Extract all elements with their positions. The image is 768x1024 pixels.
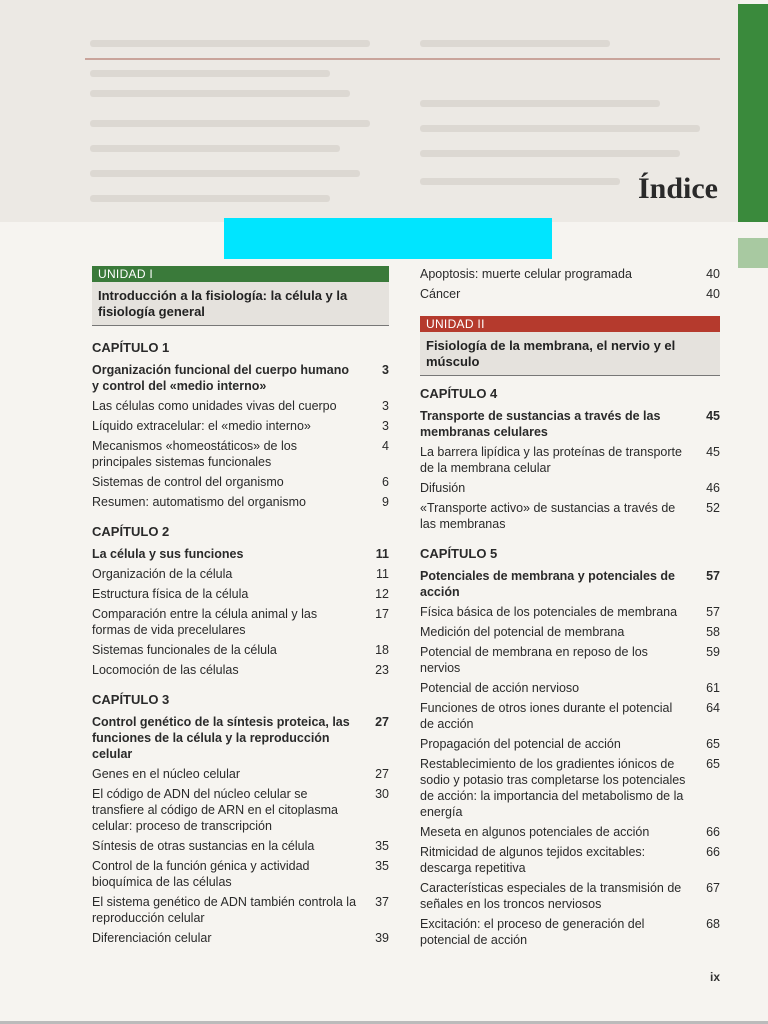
chapter-label: CAPÍTULO 2 (92, 524, 170, 539)
toc-entry[interactable] (92, 838, 389, 854)
toc-entry[interactable] (420, 604, 720, 620)
toc-entry[interactable] (92, 662, 389, 678)
toc-entry-page: 66 (706, 825, 720, 839)
toc-entry[interactable] (92, 566, 389, 582)
toc-entry-title: Potenciales de membrana y potenciales de acción (420, 569, 675, 599)
toc-entry[interactable] (420, 568, 720, 600)
toc-entry[interactable] (92, 438, 389, 470)
toc-entry-page: 30 (375, 787, 389, 801)
toc-entry[interactable] (420, 680, 720, 696)
toc-entry[interactable] (420, 756, 720, 820)
toc-entry[interactable] (92, 766, 389, 782)
toc-entry-page: 64 (706, 701, 720, 715)
toc-entry[interactable] (92, 894, 389, 926)
page-title: Índice (637, 172, 718, 205)
toc-entry[interactable] (420, 480, 720, 496)
toc-entry-page: 65 (706, 737, 720, 751)
toc-entry-page: 11 (375, 547, 389, 561)
toc-entry-title: Control de la función génica y actividad bioquímica de las células (92, 859, 310, 889)
unit-label: UNIDAD II (420, 316, 720, 332)
toc-entry-title: Restablecimiento de los gradientes iónicos de sodio y potasio tras completarse los potenciales de acción: la importancia del metabolismo de la energía (420, 757, 686, 819)
toc-entry-page: 52 (706, 501, 720, 515)
chapter-label: CAPÍTULO 3 (92, 692, 170, 707)
unit-title: Fisiología de la membrana, el nervio y el músculo (420, 332, 720, 376)
toc-entry-title: Cáncer (420, 287, 461, 301)
toc-entry[interactable] (420, 408, 720, 440)
chapter-label: CAPÍTULO 5 (420, 546, 498, 561)
toc-entry-page: 17 (375, 607, 389, 621)
toc-entry-title: Física básica de los potenciales de membrana (420, 605, 678, 619)
toc-entry-page: 18 (375, 643, 389, 657)
unit-2-header (420, 316, 720, 376)
toc-entry-title: Funciones de otros iones durante el potencial de acción (420, 701, 673, 731)
toc-entry[interactable] (92, 606, 389, 638)
toc-entry-title: Propagación del potencial de acción (420, 737, 621, 751)
toc-entry[interactable] (92, 474, 389, 490)
toc-entry[interactable] (420, 444, 720, 476)
toc-entry-page: 45 (706, 445, 720, 459)
toc-entry-title: Transporte de sustancias a través de las membranas celulares (420, 409, 661, 439)
toc-entry-page: 3 (382, 419, 389, 433)
toc-entry-title: Mecanismos «homeostáticos» de los principales sistemas funcionales (92, 439, 297, 469)
toc-entry-page: 3 (382, 399, 389, 413)
toc-entry[interactable] (420, 700, 720, 732)
right-pre-entries (420, 266, 720, 302)
toc-entry-title: La célula y sus funciones (92, 547, 244, 561)
unit-1-header (92, 266, 389, 326)
toc-entry[interactable] (420, 844, 720, 876)
toc-entry[interactable] (92, 642, 389, 658)
toc-entry[interactable] (92, 786, 389, 834)
toc-entry-page: 58 (706, 625, 720, 639)
chapter-label: CAPÍTULO 4 (420, 386, 498, 401)
toc-entry[interactable] (92, 494, 389, 510)
toc-entry[interactable] (92, 362, 389, 394)
unit-title: Introducción a la fisiología: la célula y la fisiología general (92, 282, 389, 326)
toc-entry-page: 27 (375, 767, 389, 781)
toc-entry-page: 37 (375, 895, 389, 909)
toc-entry-page: 45 (706, 409, 720, 423)
toc-entry-title: La barrera lipídica y las proteínas de transporte de la membrana celular (420, 445, 682, 475)
toc-entry-title: Potencial de acción nervioso (420, 681, 580, 695)
toc-entry-title: Organización de la célula (92, 567, 233, 581)
toc-entry[interactable] (420, 286, 720, 302)
toc-entry-page: 39 (375, 931, 389, 945)
toc-entry-page: 12 (375, 587, 389, 601)
toc-entry[interactable] (92, 714, 389, 762)
toc-entry-title: Difusión (420, 481, 466, 495)
toc-entry-page: 67 (706, 881, 720, 895)
toc-entry-title: El sistema genético de ADN también controla la reproducción celular (92, 895, 357, 925)
toc-entry-page: 57 (706, 605, 720, 619)
left-column (92, 266, 389, 950)
toc-entry-title: Sistemas funcionales de la célula (92, 643, 277, 657)
toc-entry[interactable] (420, 880, 720, 912)
toc-entry-title: Apoptosis: muerte celular programada (420, 267, 632, 281)
toc-entry-page: 3 (382, 363, 389, 377)
toc-entry-title: Características especiales de la transmisión de señales en los troncos nerviosos (420, 881, 682, 911)
toc-entry[interactable] (92, 930, 389, 946)
toc-entry[interactable] (420, 824, 720, 840)
toc-entry-page: 65 (706, 757, 720, 771)
toc-entry-title: Potencial de membrana en reposo de los nervios (420, 645, 648, 675)
toc-entry-title: Ritmicidad de algunos tejidos excitables: descarga repetitiva (420, 845, 646, 875)
toc-entry-title: Líquido extracelular: el «medio interno» (92, 419, 311, 433)
toc-entry-page: 6 (382, 475, 389, 489)
toc-entry-title: Organización funcional del cuerpo humano y control del «medio interno» (92, 363, 349, 393)
toc-entry-title: Genes en el núcleo celular (92, 767, 241, 781)
toc-entry-title: Resumen: automatismo del organismo (92, 495, 306, 509)
toc-entry-page: 59 (706, 645, 720, 659)
toc-entry-page: 27 (375, 715, 389, 729)
toc-entry[interactable] (420, 644, 720, 676)
toc-entry-page: 11 (376, 567, 389, 581)
toc-entry-page: 35 (375, 839, 389, 853)
redaction-box (224, 218, 552, 259)
toc-entry[interactable] (420, 916, 720, 948)
page-number: ix (709, 970, 720, 984)
toc-entry[interactable] (420, 500, 720, 532)
toc-entry-page: 40 (706, 267, 720, 281)
toc-entry-page: 66 (706, 845, 720, 859)
toc-entry-title: Síntesis de otras sustancias en la célula (92, 839, 315, 853)
toc-entry[interactable] (420, 736, 720, 752)
left-chapters (92, 340, 389, 946)
toc-entry-title: Locomoción de las células (92, 663, 239, 677)
toc-entry-title: Sistemas de control del organismo (92, 475, 284, 489)
toc-entry-title: Medición del potencial de membrana (420, 625, 625, 639)
toc-entry-title: «Transporte activo» de sustancias a través de las membranas (420, 501, 676, 531)
toc-entry-page: 9 (382, 495, 389, 509)
toc-entry[interactable] (92, 418, 389, 434)
right-column (420, 266, 720, 952)
toc-entry-page: 68 (706, 917, 720, 931)
unit-label: UNIDAD I (92, 266, 389, 282)
right-chapters (420, 386, 720, 948)
toc-entry[interactable] (92, 586, 389, 602)
toc-entry-page: 23 (375, 663, 389, 677)
toc-entry[interactable] (92, 546, 389, 562)
toc-entry-page: 57 (706, 569, 720, 583)
toc-entry-page: 40 (706, 287, 720, 301)
toc-entry-title: Las células como unidades vivas del cuerpo (92, 399, 337, 413)
section-tab-green (738, 4, 768, 222)
toc-entry-title: El código de ADN del núcleo celular se transfiere al código de ARN en el citoplasma celular: proceso de transcripción (92, 787, 338, 833)
toc-entry-title: Estructura física de la célula (92, 587, 249, 601)
toc-entry[interactable] (92, 858, 389, 890)
toc-entry-title: Diferenciación celular (92, 931, 212, 945)
toc-entry-page: 61 (706, 681, 720, 695)
toc-entry-title: Control genético de la síntesis proteica, las funciones de la célula y la reproducción celular (92, 715, 350, 761)
toc-entry-title: Comparación entre la célula animal y las formas de vida precelulares (92, 607, 318, 637)
toc-entry[interactable] (92, 398, 389, 414)
faded-header-area (0, 0, 740, 222)
toc-entry-page: 35 (375, 859, 389, 873)
toc-entry-page: 4 (382, 439, 389, 453)
toc-entry-title: Meseta en algunos potenciales de acción (420, 825, 650, 839)
toc-entry[interactable] (420, 266, 720, 282)
chapter-label: CAPÍTULO 1 (92, 340, 170, 355)
toc-entry[interactable] (420, 624, 720, 640)
toc-entry-title: Excitación: el proceso de generación del potencial de acción (420, 917, 645, 947)
toc-entry-page: 46 (706, 481, 720, 495)
section-tab-light (738, 238, 768, 268)
